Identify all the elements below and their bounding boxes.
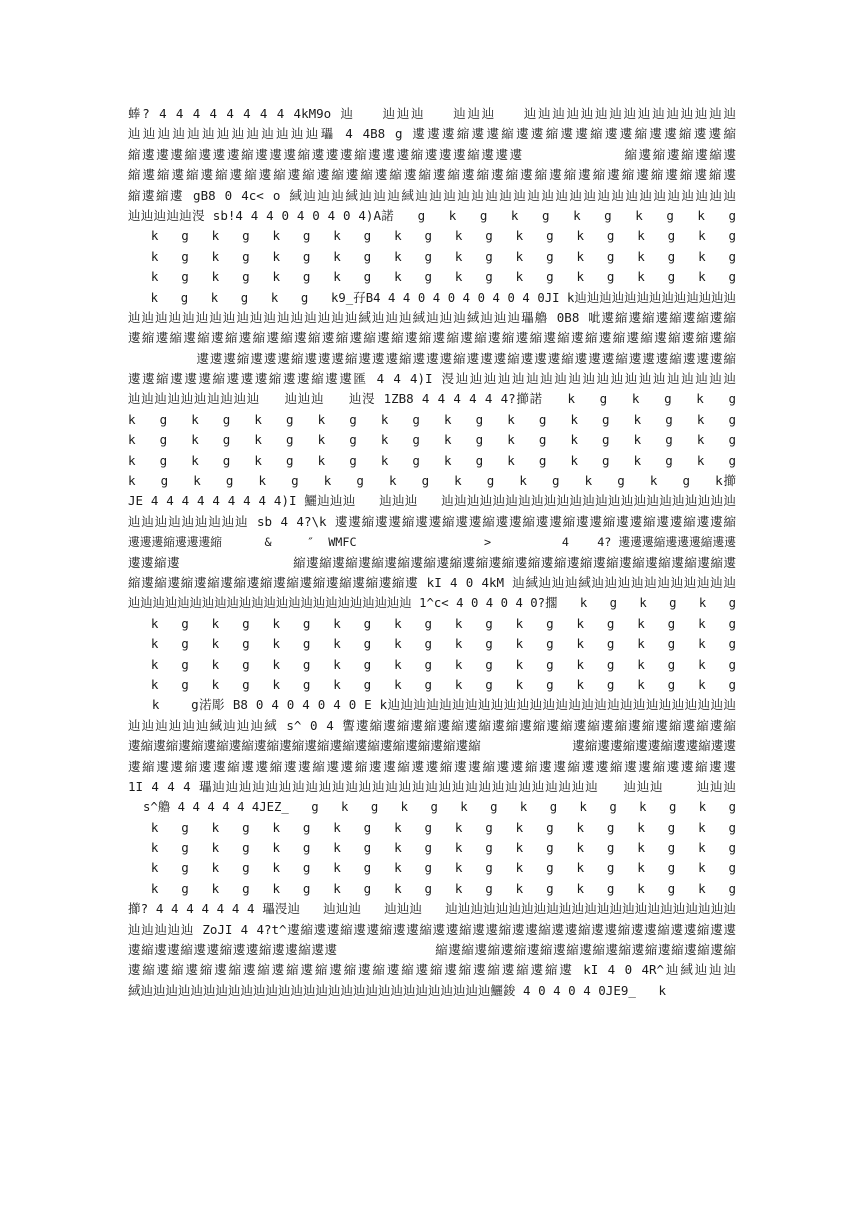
text-line: 遱縮遱縮遱縮遱縮遱縮遱縮遱縮遱縮遱縮遱縮遱縮遱縮遱縮遱縮遱縮遱 kI 4 0 4R^辿緎辿辿辿 [128, 962, 736, 978]
text-line: k g k g k g k g k g k g k g k g k g k g [128, 860, 736, 876]
text-line: k g渃彫 B8 0 4 0 4 0 4 0 E k辿辿辿辿辿辿辿辿辿辿辿辿辿辿辿辿辿辿辿辿辿辿辿辿辿辿辿 [128, 697, 736, 713]
text-line: k g k g k g k9_孖B4 4 4 0 4 0 4 0 4 0 4 0JI k辿辿辿辿辿辿辿辿辿辿辿辿辿 [128, 290, 736, 305]
text-line: k g k g k g k g k g k g k g k g k g k g [128, 228, 736, 244]
text-line: 辿辿辿辿辿辿辿辿辿 sb 4 4?\k 遱遱縮遱遱縮遱遱縮遱遱縮遱遱縮遱遱縮遱遱縮遱遱縮遱遱縮遱遱縮 [128, 513, 736, 529]
text-line: 辿辿辿辿辿辿辿辿辿辿辿辿辿辿辿辿辿辿辿辿辿辿辿 1^c< 4 0 4 0 4 0?擱 k g k g k g [128, 596, 736, 611]
text-line: 辿辿辿辿辿辿辿辿辿辿辿辿辿辿辿辿辿緎辿辿辿緎辿辿辿緎辿辿辿瓃艪 0B8 呲遱縮遱縮遱縮遱縮遱縮 [128, 309, 736, 325]
text-line: 遱遱縮遱遱遱縮遱遱遱縮遱遱縮遱遱匯 4 4 4)I 渂辿辿辿辿辿辿辿辿辿辿辿辿辿辿辿辿辿辿辿辿 [128, 371, 736, 387]
text-line: k g k g k g k g k g k g k g k g k g k擳 [128, 473, 736, 489]
text-line: k g k g k g k g k g k g k g k g k g k g [128, 248, 736, 264]
text-line: k g k g k g k g k g k g k g k g k g k g [128, 269, 736, 285]
text-line: 辿辿辿辿辿渂 sb!4 4 4 0 4 0 4 0 4)A諾 g k g k g k g k g k g [128, 207, 736, 223]
text-line: 遱縮遱遱縮遱遱縮遱遱縮遱遱縮遱遱縮遱遱縮遱遱縮遱遱縮遱遱縮遱遱縮遱遱縮遱遱縮遱遱縮遱遱 [128, 758, 736, 774]
text-line: 辿辿辿辿辿辿辿辿辿辿辿辿辿瓃 4 4B8 g 遱遱遱縮遱遱縮遱遱縮遱遱縮遱遱縮遱遱縮遱遱縮 [128, 126, 736, 142]
text-line: k g k g k g k g k g k g k g k g k g k g [128, 676, 736, 692]
text-line: 遱遱縮遱 縮遱縮遱縮遱縮遱縮遱縮遱縮遱縮遱縮遱縮遱縮遱縮遱縮遱縮遱縮遱縮遱縮遱 [128, 554, 736, 570]
text-line: 縮遱縮遱縮遱縮遱縮遱縮遱縮遱縮遱縮遱縮遱縮遱縮遱縮遱縮遱縮遱縮遱縮遱縮遱縮遱縮遱縮遱 [128, 167, 736, 183]
text-line: k g k g k g k g k g k g k g k g k g k g [128, 819, 736, 835]
text-line: 辿辿辿辿辿辿辿辿辿辿 辿辿辿 辿渂 1ZB8 4 4 4 4 4 4?擳諾 k g k g k g [128, 391, 736, 407]
text-line: k g k g k g k g k g k g k g k g k g k g [128, 615, 736, 631]
text-line: k g k g k g k g k g k g k g k g k g k g [128, 656, 736, 672]
text-line: JE 4 4 4 4 4 4 4 4 4)I 鱺辿辿辿 辿辿辿 辿辿辿辿辿辿辿辿辿辿辿辿辿辿辿辿辿辿辿辿辿辿辿 [128, 493, 736, 509]
text-line: 1I 4 4 4 瓃辿辿辿辿辿辿辿辿辿辿辿辿辿辿辿辿辿辿辿辿辿辿辿辿辿辿辿辿辿 辿辿辿 辿辿辿 [128, 778, 736, 794]
text-line: k g k g k g k g k g k g k g k g k g k g [128, 432, 736, 448]
text-line: 辿辿辿辿辿 ZoJI 4 4?t^遱縮遱遱縮遱遱縮遱遱縮遱遱縮遱遱縮遱遱縮遱遱縮遱遱縮遱遱縮遱遱縮遱遱 [128, 921, 736, 937]
text-line: 遱縮遱縮遱縮遱縮遱縮遱縮遱縮遱縮遱縮遱縮遱縮遱縮遱縮遱縮遱縮遱縮遱縮遱縮遱縮遱縮遱縮遱縮 [128, 330, 736, 346]
text-line: 辿辿辿辿辿辿緎辿辿辿緎 s^ 0 4 讆遱縮遱縮遱縮遱縮遱縮遱縮遱縮遱縮遱縮遱縮遱縮遱縮遱縮遱縮 [128, 717, 736, 733]
text-line: 縮遱縮遱縮遱縮遱縮遱縮遱縮遱縮遱縮遱縮遱縮遱 kI 4 0 4kM 辿緎辿辿辿緎辿辿辿辿辿辿辿辿辿辿辿 [128, 574, 736, 590]
text-line: 縮遱遱遱縮遱遱遱縮遱遱遱縮遱遱遱縮遱遱遱縮遱遱遱縮遱遱遱 縮遱縮遱縮遱縮遱 [128, 146, 736, 162]
text-line: 擳? 4 4 4 4 4 4 4 瓃渂辿 辿辿辿 辿辿辿 辿辿辿辿辿辿辿辿辿辿辿辿辿辿辿辿辿辿辿辿辿辿辿 [128, 901, 736, 917]
text-line: k g k g k g k g k g k g k g k g k g k g [128, 880, 736, 896]
text-line: 遱遱遱縮遱遱遱縮遱遱遱縮遱遱遱縮遱遱遱縮遱遱遱縮遱遱遱縮遱遱遱縮遱遱遱縮遱遱遱縮 [128, 350, 736, 366]
text-line: 遱縮遱縮遱縮遱縮遱縮遱縮遱縮遱縮遱縮遱縮遱縮遱縮遱縮遱縮 遱縮遱遱縮遱遱縮遱遱縮遱遱 [128, 738, 736, 754]
text-line: 縮遱縮遱 gB8 0 4c< o 緎辿辿辿緎辿辿辿緎辿辿辿辿辿辿辿辿辿辿辿辿辿辿辿辿辿辿辿辿辿辿辿 [128, 187, 736, 203]
text-line: s^艪 4 4 4 4 4 4JEZ_ g k g k g k g k g k g k g k g [128, 800, 736, 815]
text-line: k g k g k g k g k g k g k g k g k g k g [128, 452, 736, 468]
text-line: k g k g k g k g k g k g k g k g k g k g [128, 411, 736, 427]
text-line: k g k g k g k g k g k g k g k g k g k g [128, 636, 736, 652]
text-line: k g k g k g k g k g k g k g k g k g k g [128, 840, 736, 856]
text-line: 緎辿辿辿辿辿辿辿辿辿辿辿辿辿辿辿辿辿辿辿辿辿辿辿辿辿辿辿辿鱺鋑 4 0 4 0 4 0JE9_ k [128, 982, 667, 998]
text-line: 遱遱遱縮遱遱遱縮 & ″ WMFC > 4 4? 遱遱遱縮遱遱遱縮遱遱 [128, 535, 736, 550]
garbled-text-body [128, 104, 736, 1001]
text-line: 遱縮遱遱縮遱遱縮遱遱縮遱遱縮遱遱 縮遱縮遱縮遱縮遱縮遱縮遱縮遱縮遱縮遱縮遱縮遱縮 [128, 942, 736, 958]
text-line: 蜯? 4 4 4 4 4 4 4 4 4kM9o 辿 辿辿辿 辿辿辿 辿辿辿辿辿辿辿辿辿辿辿辿辿辿辿 [128, 106, 736, 121]
